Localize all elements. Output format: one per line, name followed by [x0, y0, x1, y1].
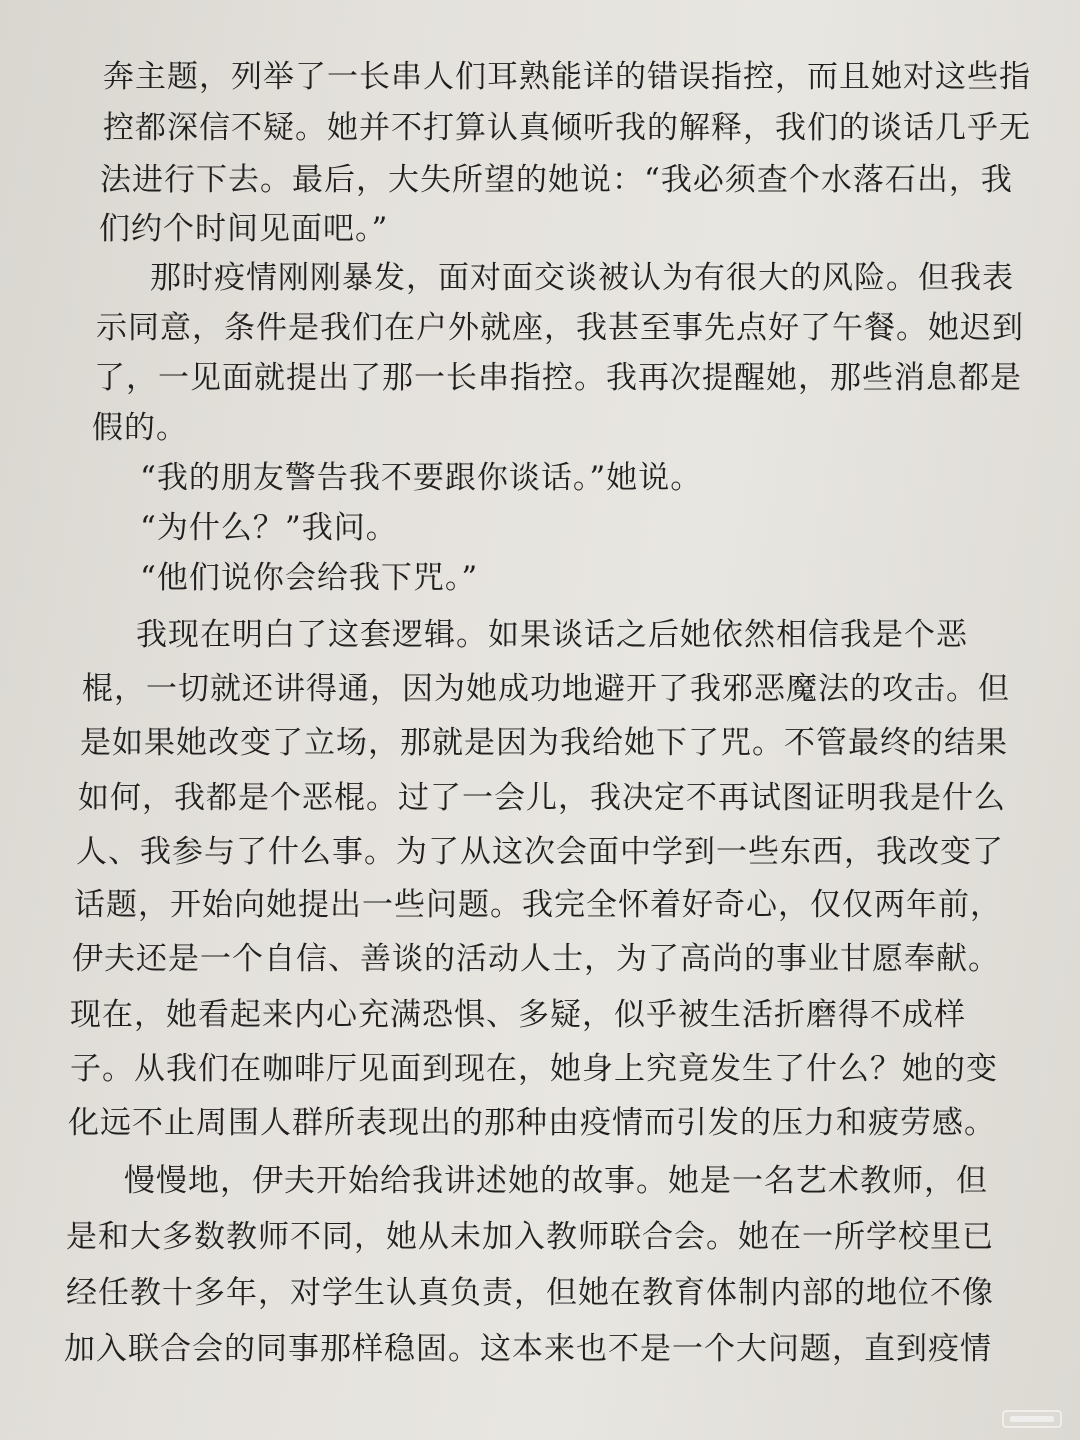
text-line: 加入联合会的同事那样稳固。这本来也不是一个大问题，直到疫情 [64, 1331, 992, 1367]
text-line: 现在，她看起来内心充满恐惧、多疑，似乎被生活折磨得不成样 [70, 997, 966, 1033]
text-line: 化远不止周围人群所表现出的那种由疫情而引发的压力和疲劳感。 [68, 1105, 996, 1141]
dialogue-line: “他们说你会给我下咒。” [140, 560, 479, 596]
text-line: 是和大多数教师不同，她从未加入教师联合会。她在一所学校里已 [66, 1219, 994, 1255]
text-line: 假的。 [92, 410, 188, 446]
text-line: 示同意，条件是我们在户外就座，我甚至事先点好了午餐。她迟到 [96, 310, 1024, 346]
text-line: 人、我参与了什么事。为了从这次会面中学到一些东西，我改变了 [76, 834, 1004, 870]
text-line: 们约个时间见面吧。” [99, 211, 389, 247]
text-line: 经任教十多年，对学生认真负责，但她在教育体制内部的地位不像 [66, 1275, 994, 1311]
text-line: 控都深信不疑。她并不打算认真倾听我的解释，我们的谈话几乎无 [103, 110, 1031, 146]
text-line: 慢慢地，伊夫开始给我讲述她的故事。她是一名艺术教师，但 [124, 1163, 988, 1199]
text-line: 棍，一切就还讲得通，因为她成功地避开了我邪恶魔法的攻击。但 [82, 671, 1010, 707]
text-line: 法进行下去。最后，大失所望的她说：“我必须查个水落石出，我 [100, 162, 1013, 198]
watermark-logo-icon [1002, 1408, 1062, 1430]
dialogue-line: “我的朋友警告我不要跟你谈话。”她说。 [140, 460, 703, 496]
dialogue-line: “为什么？”我问。 [140, 510, 398, 546]
text-line: 子。从我们在咖啡厅见面到现在，她身上究竟发生了什么？她的变 [70, 1051, 998, 1087]
text-line: 是如果她改变了立场，那就是因为我给她下了咒。不管最终的结果 [80, 725, 1008, 761]
text-line: 奔主题，列举了一长串人们耳熟能详的错误指控，而且她对这些指 [103, 59, 1031, 95]
text-line: 那时疫情刚刚暴发，面对面交谈被认为有很大的风险。但我表 [150, 260, 1014, 296]
text-line: 话题，开始向她提出一些问题。我完全怀着好奇心，仅仅两年前， [74, 887, 1002, 923]
text-line: 了，一见面就提出了那一长串指控。我再次提醒她，那些消息都是 [94, 360, 1022, 396]
text-line: 我现在明白了这套逻辑。如果谈话之后她依然相信我是个恶 [136, 617, 968, 653]
text-line: 如何，我都是个恶棍。过了一会儿，我决定不再试图证明我是什么 [78, 780, 1006, 816]
text-line: 伊夫还是一个自信、善谈的活动人士，为了高尚的事业甘愿奉献。 [72, 941, 1000, 977]
